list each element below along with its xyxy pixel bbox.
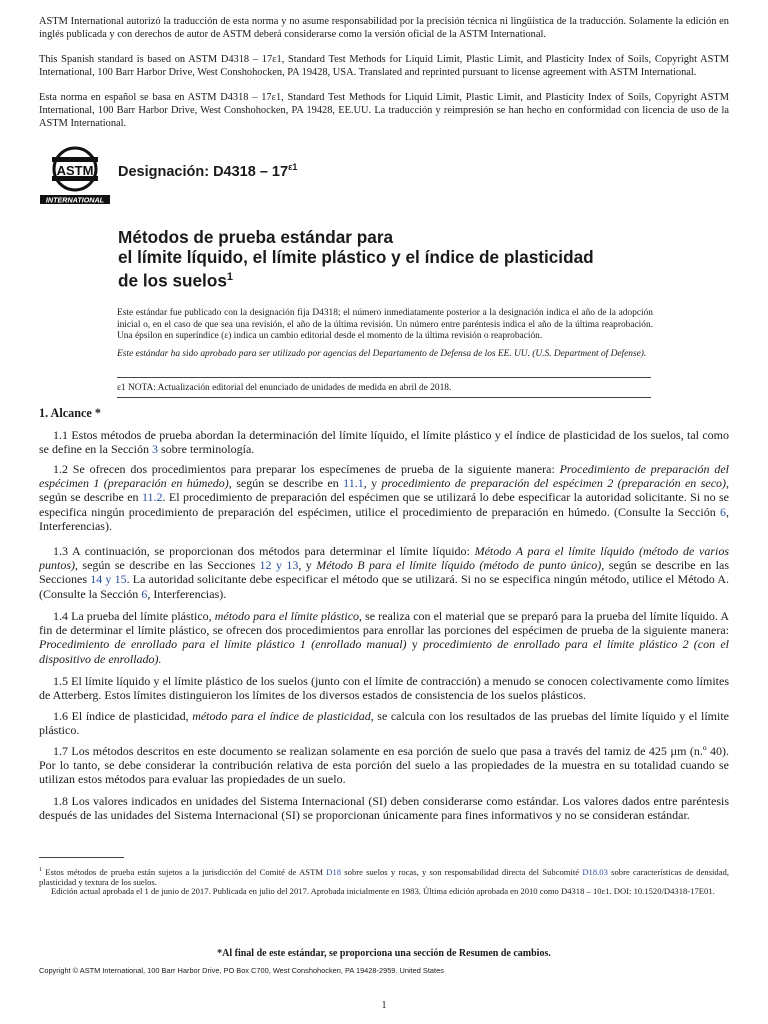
logo-letters: ASTM <box>56 163 94 178</box>
logo-caption: INTERNATIONAL <box>45 195 105 205</box>
footnote-divider <box>39 857 124 858</box>
paragraph-1-3: 1.3 A continuación, se proporcionan dos métodos para determinar el límite líquido: Método A para el límite líquido (método de varios puntos), según se describe en las Secciones 12 y 13, y Método B para el límite líquido (método de punto único), según se describe en las Secciones 14 y 15. La autoridad solicitante debe especificar el método que se utilizará. Si no se especifica ningún método, utilice el Método A. (Consulte la Sección 6, Interferencias). <box>39 544 730 601</box>
paragraph-1-1: 1.1 Estos métodos de prueba abordan la determinación del límite líquido, el límite plástico y el índice de plasticidad de los suelos, tal como se define en la Sección 3 sobre terminología. <box>39 428 729 457</box>
page-number: 1 <box>381 1000 387 1011</box>
committee-link[interactable]: D18 <box>326 866 342 877</box>
paragraph-1-7: 1.7 Los métodos descritos en este documento se realizan solamente en esa porción de suelo que pasa a través del tamiz de 425 µm (n.º 40). Por lo tanto, se debe considerar la contribución relativa de esta porción del suelo a las propiedades de la muestra en su totalidad cuando se utilizan estos métodos para evaluar las propiedades de un suelo. <box>39 744 729 787</box>
paragraph-1-4: 1.4 La prueba del límite plástico, método para el límite plástico, se realiza con el material que se preparó para la prueba del límite líquido. A fin de determinar el límite plástico, se ofrecen dos procedimientos para enrollar las porciones del espécimen de prueba de la siguiente manera: Procedimiento de enrollado para el límite plástico 1 (enrollado manual) y procedimiento de enrollado para el límite plástico 2 (con el dispositivo de enrollado). <box>39 609 729 666</box>
paragraph-1-6: 1.6 El índice de plasticidad, método para el índice de plasticidad, se calcula con los resultados de las pruebas del límite líquido y el límite plástico. <box>39 709 730 738</box>
page-title: Métodos de prueba estándar para el límite líquido, el límite plástico y el índice de plasticidad de los suelos$^1$ <box>118 227 594 291</box>
section-link[interactable]: 12 y 13 <box>259 558 299 573</box>
section-link[interactable]: 3 <box>151 442 158 457</box>
translation-notice: ASTM International autorizó la traducción de esta norma y no asume responsabilidad por la precisión técnica ni lingüística de la traducción. Solamente la edición en inglés publicada y con derechos de autor de ASTM deberá considerarse como la versión oficial de la ASTM International. <box>39 16 729 40</box>
summary-of-changes-note: *Al final de este estándar, se proporciona una sección de Resumen de cambios. <box>217 948 551 959</box>
section-heading: 1. Alcance * <box>39 406 101 420</box>
section-link[interactable]: 6 <box>141 586 148 601</box>
paragraph-1-2: 1.2 Se ofrecen dos procedimientos para preparar los especímenes de prueba de la siguiente manera: Procedimiento de preparación del espécimen 1 (preparación en húmedo), según se describe en 11.1, y procedimiento de preparación del espécimen 2 (preparación en seco), según se describe en 11.2. El procedimiento de preparación del espécimen que se utilizará lo debe especificar la autoridad solicitante. Si no se especifica ningún procedimiento de preparación del espécimen, utilice el procedimiento de preparación en húmedo. (Consulte la Sección 6, Interferencias). <box>39 462 730 533</box>
section-link[interactable]: 6 <box>720 504 726 519</box>
dod-approval-note: Este estándar ha sido aprobado para ser utilizado por agencias del Departamento de Defensa de los EE. UU. (U.S. Department of Defense). <box>117 349 647 359</box>
section-link[interactable]: 11.1 <box>343 476 364 491</box>
astm-logo-icon <box>38 142 112 206</box>
divider <box>117 397 651 398</box>
section-link[interactable]: 14 y 15 <box>90 572 127 587</box>
footnote-1: $^1$ Estos métodos de prueba están sujetos a la jurisdicción del Comité de ASTM D18 sobre suelos y rocas, y son responsabilidad directa del Subcomité D18.03 sobre características de densidad, plasticidad y textura de los suelos. <box>39 866 729 888</box>
standard-issue-note: Este estándar fue publicado con la designación fija D4318; el número inmediatamente posterior a la designación indica el año de la adopción inicial o, en el caso de que sea una revisión, el año de la última revisión. Un número entre paréntesis indica el año de la última reaprobación. Una épsilon en superíndice (ε) indica un cambio editorial desde el momento de la última revisión o reaprobación. <box>117 308 653 342</box>
paragraph-1-8: 1.8 Los valores indicados en unidades del Sistema Internacional (SI) deben considerarse como estándar. Los valores dados entre paréntesis después de las unidades del Sistema Internacional (SI) se proporcionan únicamente para fines informativos y no se consideran estándar. <box>39 794 729 823</box>
editorial-note: ε1 NOTA: Actualización editorial del enunciado de unidades de medida en abril de 2018. <box>117 383 452 393</box>
english-basis-notice: This Spanish standard is based on ASTM D4318 – 17ε1, Standard Test Methods for Liquid Limit, Plastic Limit, and Plasticity Index of Soils, Copyright ASTM International, 100 Barr Harbor Drive, West Conshohocken, PA 19428, USA. Translated and reprinted pursuant to license agreement with ASTM International. <box>39 54 729 78</box>
footnote-edition: Edición actual aprobada el 1 de junio de 2017. Publicada en julio del 2017. Aprobada inicialmente en 1983. Última edición aprobada en 2010 como D4318 – 10ε1. DOI: 10.1520/D4318-17E01. <box>51 886 715 896</box>
paragraph-1-5: 1.5 El límite líquido y el límite plástico de los suelos (junto con el límite de contracción) a menudo se conocen colectivamente como límites de Atterberg. Estos límites distinguieron los límites de los diversos estados de consistencia de los suelos plásticos. <box>39 674 729 703</box>
designation: Designación: $D4318 - 17^{\varepsilon 1}$ <box>118 162 298 180</box>
subcommittee-link[interactable]: D18.03 <box>582 866 608 877</box>
spanish-basis-notice: Esta norma en español se basa en ASTM D4318 – 17ε1, Standard Test Methods for Liquid Limit, Plastic Limit, and Plasticity Index of Soils, Copyright ASTM International, 100 Barr Harbor Drive, West Conshohocken, PA 19428, EE.UU. La traducción y reimpresión se han hecho en conformidad con licencia de uso de la ASTM International. <box>39 92 729 129</box>
copyright: Copyright © ASTM International, 100 Barr Harbor Drive, PO Box C700, West Conshohocken, PA 19428-2959. United States <box>39 966 444 975</box>
divider <box>117 377 651 378</box>
section-link[interactable]: 11.2 <box>141 490 163 505</box>
astm-logo <box>38 142 112 206</box>
